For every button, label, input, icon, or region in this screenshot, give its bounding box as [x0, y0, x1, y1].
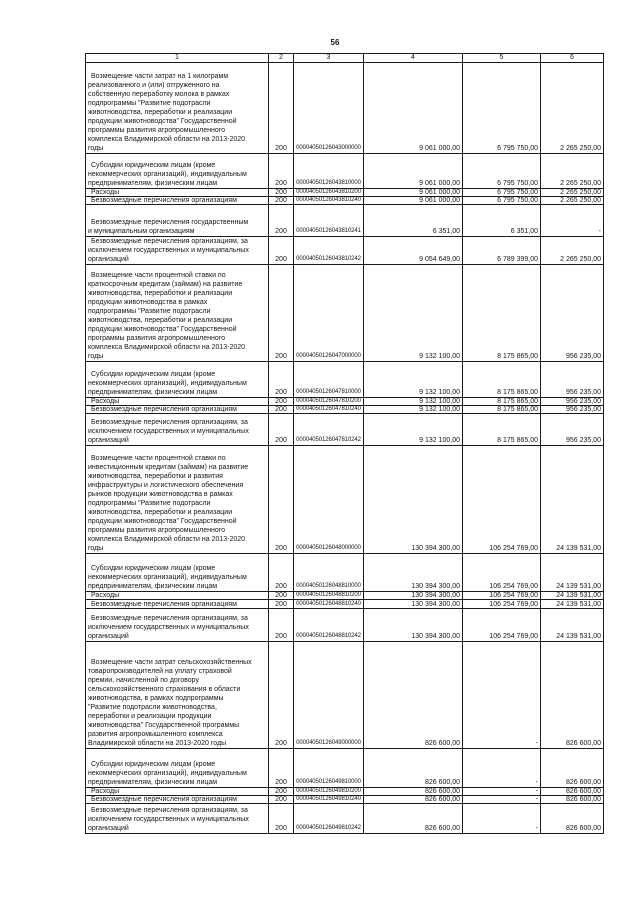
- amount-4-cell: 9 061 000,00: [364, 154, 463, 189]
- column-number-6: 6: [541, 54, 604, 63]
- report-table: [85, 53, 604, 834]
- amount-4-cell: 130 394 300,00: [364, 600, 463, 609]
- line-code-cell: 200: [269, 796, 294, 804]
- line-code-cell: 200: [269, 446, 294, 554]
- page-number: 56: [330, 38, 340, 47]
- name-cell: Субсидии юридическим лицам (кроме некоммерческих организаций), индивидуальным предпринимателям, физическим лицам: [86, 749, 269, 788]
- name-cell: Субсидии юридическим лицам (кроме некоммерческих организаций), индивидуальным предпринимателям, физическим лицам: [86, 154, 269, 189]
- amount-4-cell: 826 600,00: [364, 804, 463, 834]
- table-row: [86, 600, 604, 609]
- amount-6-cell: 956 235,00: [541, 406, 604, 414]
- table-row: [86, 205, 604, 237]
- name-cell: Расходы: [86, 398, 269, 406]
- table-row: [86, 609, 604, 642]
- amount-5-cell: -: [463, 804, 541, 834]
- table-row: [86, 788, 604, 796]
- amount-6-cell: 826 600,00: [541, 642, 604, 749]
- classification-code-cell: 00004050126047810242: [294, 414, 364, 446]
- amount-5-cell: 6 795 750,00: [463, 154, 541, 189]
- amount-6-cell: 826 600,00: [541, 788, 604, 796]
- line-code-cell: 200: [269, 749, 294, 788]
- amount-5-cell: -: [463, 749, 541, 788]
- name-cell: Возмещение части затрат на 1 килограмм реализованного и (или) отгруженного на собственную переработку молока в рамках подпрограммы "Развитие подотрасли животноводства, переработки и реализации продукции животноводства" Государственной программы развития агропромышленного комплекса Владимирской области на 2013-2020 годы: [86, 63, 269, 154]
- column-number-2: 2: [269, 54, 294, 63]
- amount-5-cell: 8 175 865,00: [463, 414, 541, 446]
- table-row: [86, 197, 604, 205]
- table-row: [86, 804, 604, 834]
- amount-5-cell: 8 175 865,00: [463, 406, 541, 414]
- amount-6-cell: 2 265 250,00: [541, 237, 604, 265]
- amount-5-cell: 6 351,00: [463, 205, 541, 237]
- classification-code-cell: 00004050126043810000: [294, 154, 364, 189]
- amount-6-cell: 826 600,00: [541, 804, 604, 834]
- amount-6-cell: 2 265 250,00: [541, 154, 604, 189]
- amount-5-cell: 8 175 865,00: [463, 398, 541, 406]
- amount-6-cell: 956 235,00: [541, 398, 604, 406]
- amount-5-cell: -: [463, 788, 541, 796]
- amount-4-cell: 9 132 100,00: [364, 265, 463, 362]
- table-row: [86, 63, 604, 154]
- classification-code-cell: 00004050126049810242: [294, 804, 364, 834]
- line-code-cell: 200: [269, 205, 294, 237]
- name-cell: Безвозмездные перечисления организациям, за исключением государственных и муниципальных организаций: [86, 804, 269, 834]
- line-code-cell: 200: [269, 804, 294, 834]
- amount-4-cell: 9 132 100,00: [364, 398, 463, 406]
- line-code-cell: 200: [269, 265, 294, 362]
- table-row: [86, 592, 604, 600]
- name-cell: Возмещение части процентной ставки по краткосрочным кредитам (займам) на развитие животноводства, переработки и реализации продукции животноводства в рамках подпрограммы "Развитие подотрасли животноводства, переработки и реализации продукции животноводства" Государственной программы развития агропромышленного комплекса Владимирской области на 2013-2020 годы: [86, 265, 269, 362]
- line-code-cell: 200: [269, 414, 294, 446]
- name-cell: Безвозмездные перечисления организациям: [86, 796, 269, 804]
- table-row: [86, 749, 604, 788]
- table-row: [86, 189, 604, 197]
- column-number-4: 4: [364, 54, 463, 63]
- amount-6-cell: 2 265 250,00: [541, 189, 604, 197]
- line-code-cell: 200: [269, 609, 294, 642]
- column-number-3: 3: [294, 54, 364, 63]
- amount-5-cell: 106 254 769,00: [463, 446, 541, 554]
- amount-6-cell: 2 265 250,00: [541, 63, 604, 154]
- classification-code-cell: 00004050126047810000: [294, 362, 364, 398]
- amount-5-cell: 8 175 865,00: [463, 362, 541, 398]
- name-cell: Расходы: [86, 189, 269, 197]
- column-number-5: 5: [463, 54, 541, 63]
- name-cell: Субсидии юридическим лицам (кроме некоммерческих организаций), индивидуальным предпринимателям, физическим лицам: [86, 362, 269, 398]
- classification-code-cell: 00004050126047810240: [294, 406, 364, 414]
- classification-code-cell: 00004050126043810240: [294, 197, 364, 205]
- amount-5-cell: 106 254 769,00: [463, 592, 541, 600]
- name-cell: Безвозмездные перечисления организациям: [86, 406, 269, 414]
- amount-4-cell: 6 351,00: [364, 205, 463, 237]
- table-row: [86, 446, 604, 554]
- classification-code-cell: 00004050126049810000: [294, 749, 364, 788]
- amount-6-cell: -: [541, 205, 604, 237]
- amount-4-cell: 130 394 300,00: [364, 592, 463, 600]
- classification-code-cell: 00004050126048810200: [294, 592, 364, 600]
- amount-6-cell: 24 139 531,00: [541, 592, 604, 600]
- name-cell: Субсидии юридическим лицам (кроме некоммерческих организаций), индивидуальным предпринимателям, физическим лицам: [86, 554, 269, 592]
- line-code-cell: 200: [269, 642, 294, 749]
- classification-code-cell: 00004050126043000000: [294, 63, 364, 154]
- amount-6-cell: 24 139 531,00: [541, 554, 604, 592]
- name-cell: Безвозмездные перечисления организациям, за исключением государственных и муниципальных организаций: [86, 414, 269, 446]
- amount-4-cell: 130 394 300,00: [364, 554, 463, 592]
- classification-code-cell: 00004050126048810240: [294, 600, 364, 609]
- amount-5-cell: -: [463, 796, 541, 804]
- amount-4-cell: 9 061 000,00: [364, 189, 463, 197]
- line-code-cell: 200: [269, 554, 294, 592]
- classification-code-cell: 00004050126043810200: [294, 189, 364, 197]
- name-cell: Безвозмездные перечисления организациям, за исключением государственных и муниципальных организаций: [86, 609, 269, 642]
- amount-4-cell: 9 132 100,00: [364, 406, 463, 414]
- name-cell: Безвозмездные перечисления организациям: [86, 197, 269, 205]
- amount-6-cell: 24 139 531,00: [541, 609, 604, 642]
- line-code-cell: 200: [269, 237, 294, 265]
- column-number-1: 1: [86, 54, 269, 63]
- name-cell: Возмещение части затрат сельскохозяйственных товаропроизводителей на уплату страховой премии, начисленной по договору сельскохозяйственного страхования в области животноводства, в рамках подпрограммы "Развитие подотрасли животноводства, переработки и реализации продукции животноводства" Государственной программы развития агропромышленного комплекса Владимирской области на 2013-2020 годы: [86, 642, 269, 749]
- amount-6-cell: 826 600,00: [541, 749, 604, 788]
- name-cell: Расходы: [86, 592, 269, 600]
- amount-5-cell: 106 254 769,00: [463, 609, 541, 642]
- amount-5-cell: 6 795 750,00: [463, 189, 541, 197]
- amount-6-cell: 826 600,00: [541, 796, 604, 804]
- classification-code-cell: 00004050126049000000: [294, 642, 364, 749]
- amount-4-cell: 826 600,00: [364, 749, 463, 788]
- classification-code-cell: 00004050126049810240: [294, 796, 364, 804]
- line-code-cell: 200: [269, 154, 294, 189]
- name-cell: Безвозмездные перечисления организациям, за исключением государственных и муниципальных организаций: [86, 237, 269, 265]
- line-code-cell: 200: [269, 788, 294, 796]
- amount-6-cell: 2 265 250,00: [541, 197, 604, 205]
- classification-code-cell: 00004050126048810000: [294, 554, 364, 592]
- name-cell: Возмещение части процентной ставки по инвестиционным кредитам (займам) на развитие животноводства, переработки и развития инфраструктуры и логистического обеспечения рынков продукции животноводства в рамках подпрограммы "Развитие подотрасли животноводства, переработки и реализации продукции животноводства" Государственной программы развития агропромышленного комплекса Владимирской области на 2013-2020 годы: [86, 446, 269, 554]
- classification-code-cell: 00004050126048810242: [294, 609, 364, 642]
- classification-code-cell: 00004050126047810200: [294, 398, 364, 406]
- amount-5-cell: 106 254 769,00: [463, 554, 541, 592]
- amount-4-cell: 130 394 300,00: [364, 609, 463, 642]
- amount-4-cell: 826 600,00: [364, 796, 463, 804]
- amount-4-cell: 9 061 000,00: [364, 197, 463, 205]
- amount-6-cell: 24 139 531,00: [541, 446, 604, 554]
- amount-4-cell: 826 600,00: [364, 642, 463, 749]
- amount-5-cell: 6 795 750,00: [463, 63, 541, 154]
- amount-5-cell: 8 175 865,00: [463, 265, 541, 362]
- line-code-cell: 200: [269, 406, 294, 414]
- amount-4-cell: 9 132 100,00: [364, 362, 463, 398]
- line-code-cell: 200: [269, 197, 294, 205]
- name-cell: Безвозмездные перечисления государственным и муниципальным организациям: [86, 205, 269, 237]
- classification-code-cell: 00004050126043810242: [294, 237, 364, 265]
- table-row: [86, 154, 604, 189]
- name-cell: Безвозмездные перечисления организациям: [86, 600, 269, 609]
- line-code-cell: 200: [269, 600, 294, 609]
- amount-4-cell: 826 600,00: [364, 788, 463, 796]
- line-code-cell: 200: [269, 592, 294, 600]
- name-cell: Расходы: [86, 788, 269, 796]
- amount-5-cell: -: [463, 642, 541, 749]
- classification-code-cell: 00004050126043810241: [294, 205, 364, 237]
- amount-6-cell: 956 235,00: [541, 362, 604, 398]
- table-row: [86, 362, 604, 398]
- amount-5-cell: 6 795 750,00: [463, 197, 541, 205]
- table-row: [86, 237, 604, 265]
- line-code-cell: 200: [269, 398, 294, 406]
- table-row: [86, 796, 604, 804]
- table-row: [86, 406, 604, 414]
- table-row: [86, 414, 604, 446]
- amount-5-cell: 6 789 399,00: [463, 237, 541, 265]
- amount-4-cell: 9 061 000,00: [364, 63, 463, 154]
- table-row: [86, 265, 604, 362]
- line-code-cell: 200: [269, 189, 294, 197]
- line-code-cell: 200: [269, 362, 294, 398]
- table-row: [86, 554, 604, 592]
- table-row: [86, 642, 604, 749]
- column-number-row: [86, 54, 604, 63]
- amount-4-cell: 9 132 100,00: [364, 414, 463, 446]
- amount-5-cell: 106 254 769,00: [463, 600, 541, 609]
- classification-code-cell: 00004050126049810200: [294, 788, 364, 796]
- amount-4-cell: 130 394 300,00: [364, 446, 463, 554]
- table-row: [86, 398, 604, 406]
- classification-code-cell: 00004050126048000000: [294, 446, 364, 554]
- amount-4-cell: 9 054 649,00: [364, 237, 463, 265]
- classification-code-cell: 00004050126047000000: [294, 265, 364, 362]
- amount-6-cell: 956 235,00: [541, 414, 604, 446]
- line-code-cell: 200: [269, 63, 294, 154]
- amount-6-cell: 956 235,00: [541, 265, 604, 362]
- amount-6-cell: 24 139 531,00: [541, 600, 604, 609]
